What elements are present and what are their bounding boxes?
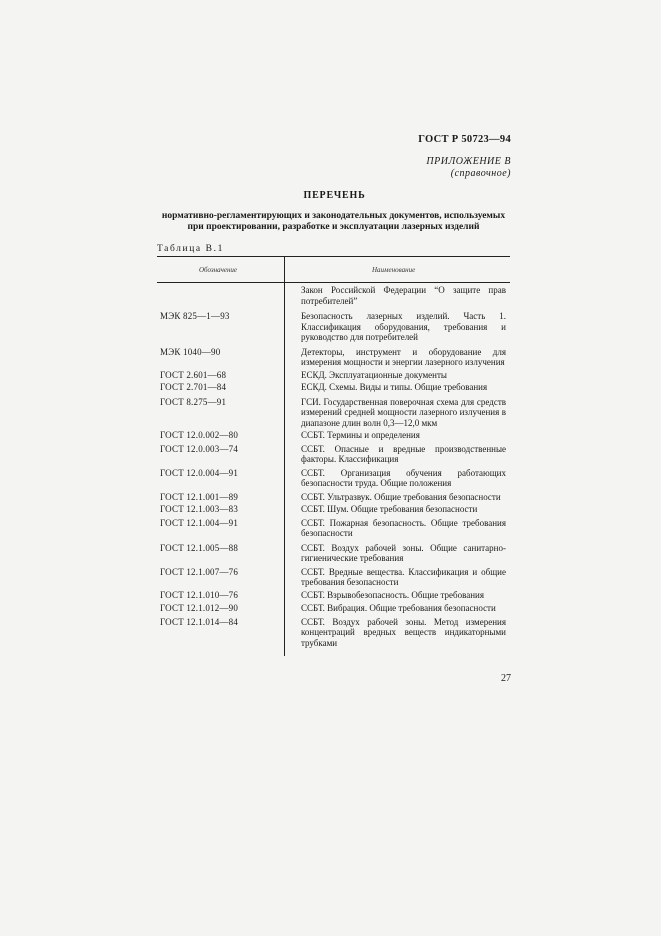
table-row bbox=[157, 567, 510, 588]
document-name-cell: ССБТ. Пожарная безопасность. Общие требования безопасности bbox=[301, 517, 506, 538]
table-row bbox=[157, 504, 510, 515]
document-code-cell: МЭК 825—1—93 bbox=[160, 311, 230, 321]
document-code-cell: ГОСТ 12.0.003—74 bbox=[160, 443, 239, 454]
appendix-heading bbox=[426, 156, 511, 180]
appendix-note: (справочное) bbox=[450, 168, 511, 179]
document-code-cell: ГОСТ 12.1.005—88 bbox=[160, 542, 239, 553]
table-body bbox=[157, 282, 510, 648]
list-title-text: ПЕРЕЧЕНЬ bbox=[303, 190, 366, 201]
document-code-cell: ГОСТ 12.1.004—91 bbox=[160, 517, 239, 528]
table-row bbox=[157, 492, 510, 503]
table-row bbox=[157, 468, 510, 489]
document-name-cell: ССБТ. Воздух рабочей зоны. Метод измерения концентраций вредных веществ индикаторными трубками bbox=[301, 616, 506, 648]
table-top-rule bbox=[157, 256, 510, 257]
document-name-cell: ССБТ. Опасные и вредные производственные факторы. Классификация bbox=[301, 443, 506, 464]
appendix-title: ПРИЛОЖЕНИЕ В bbox=[426, 156, 511, 167]
document-code-cell: ГОСТ 12.1.001—89 bbox=[160, 491, 239, 502]
document-name-cell: ЕСКД. Эксплуатационные документы bbox=[301, 369, 447, 380]
document-name-cell: ССБТ. Организация обучения работающих безопасности труда. Общие положения bbox=[301, 467, 506, 488]
document-name-cell: ССБТ. Воздух рабочей зоны. Общие санитарно-гигиенические требования bbox=[301, 542, 506, 563]
page-number: 27 bbox=[501, 673, 511, 684]
list-title bbox=[0, 190, 661, 201]
document-code-cell: ГОСТ 12.0.004—91 bbox=[160, 467, 239, 478]
document-name-cell: Детекторы, инструмент и оборудование для измерения мощности и энергии лазерного излучения bbox=[301, 346, 506, 367]
document-code-cell: ГОСТ 12.1.007—76 bbox=[160, 566, 239, 577]
document-code-cell: ГОСТ 12.1.012—90 bbox=[160, 603, 239, 613]
table-row bbox=[157, 397, 510, 429]
document-code-cell: ГОСТ 12.1.014—84 bbox=[160, 616, 239, 627]
table-row bbox=[157, 285, 510, 306]
table-row bbox=[157, 382, 510, 393]
document-code: ГОСТ Р 50723—94 bbox=[418, 134, 511, 145]
document-name-cell: Безопасность лазерных изделий. Часть 1. Классификация оборудования, требования и руководство для потребителей bbox=[301, 311, 506, 342]
document-name-cell: ССБТ. Вредные вещества. Классификация и общие требования безопасности bbox=[301, 566, 506, 587]
document-code-cell: ГОСТ 12.1.010—76 bbox=[160, 589, 239, 600]
table-row bbox=[157, 347, 510, 368]
document-code-cell: ГОСТ 2.601—68 bbox=[160, 369, 227, 380]
document-name-cell: ССБТ. Ультразвук. Общие требования безопасности bbox=[301, 491, 501, 502]
table-caption: Таблица В.1 bbox=[157, 244, 224, 254]
table-row bbox=[157, 370, 510, 381]
table-row bbox=[157, 590, 510, 601]
document-name-cell: ЕСКД. Схемы. Виды и типы. Общие требования bbox=[301, 382, 488, 392]
table-row bbox=[157, 444, 510, 465]
column-header-name: Наименование bbox=[372, 266, 416, 274]
document-name-cell: ССБТ. Вибрация. Общие требования безопасности bbox=[301, 603, 496, 613]
document-name-cell: ССБТ. Шум. Общие требования безопасности bbox=[301, 504, 478, 514]
document-code-cell bbox=[157, 285, 299, 306]
document-name-cell: Закон Российской Федерации “О защите прав потребителей” bbox=[301, 285, 506, 306]
document-name-cell: ГСИ. Государственная поверочная схема для средств измерений средней мощности лазерного излучения в диапазоне длин волн 0,3—12,0 мкм bbox=[301, 396, 506, 428]
document-name-cell: ССБТ. Взрывобезопасность. Общие требования bbox=[301, 589, 484, 600]
document-code-cell: ГОСТ 12.1.003—83 bbox=[160, 504, 239, 514]
document-name-cell: ССБТ. Термины и определения bbox=[301, 430, 420, 440]
table-row bbox=[157, 311, 510, 343]
document-code-cell: ГОСТ 2.701—84 bbox=[160, 382, 227, 392]
table-row bbox=[157, 617, 510, 649]
column-header-code: Обозначение bbox=[199, 266, 238, 274]
table-row bbox=[157, 543, 510, 564]
list-subtitle: нормативно-регламентирующих и законодательных документов, используемых при проектировании, разработке и эксплуатации лазерных изделий bbox=[161, 211, 506, 232]
table-row bbox=[157, 518, 510, 539]
document-code-cell: ГОСТ 12.0.002—80 bbox=[160, 430, 239, 440]
table-row bbox=[157, 430, 510, 441]
table-row bbox=[157, 603, 510, 614]
document-code-cell: ГОСТ 8.275—91 bbox=[160, 396, 227, 407]
document-code-cell: МЭК 1040—90 bbox=[160, 346, 221, 357]
